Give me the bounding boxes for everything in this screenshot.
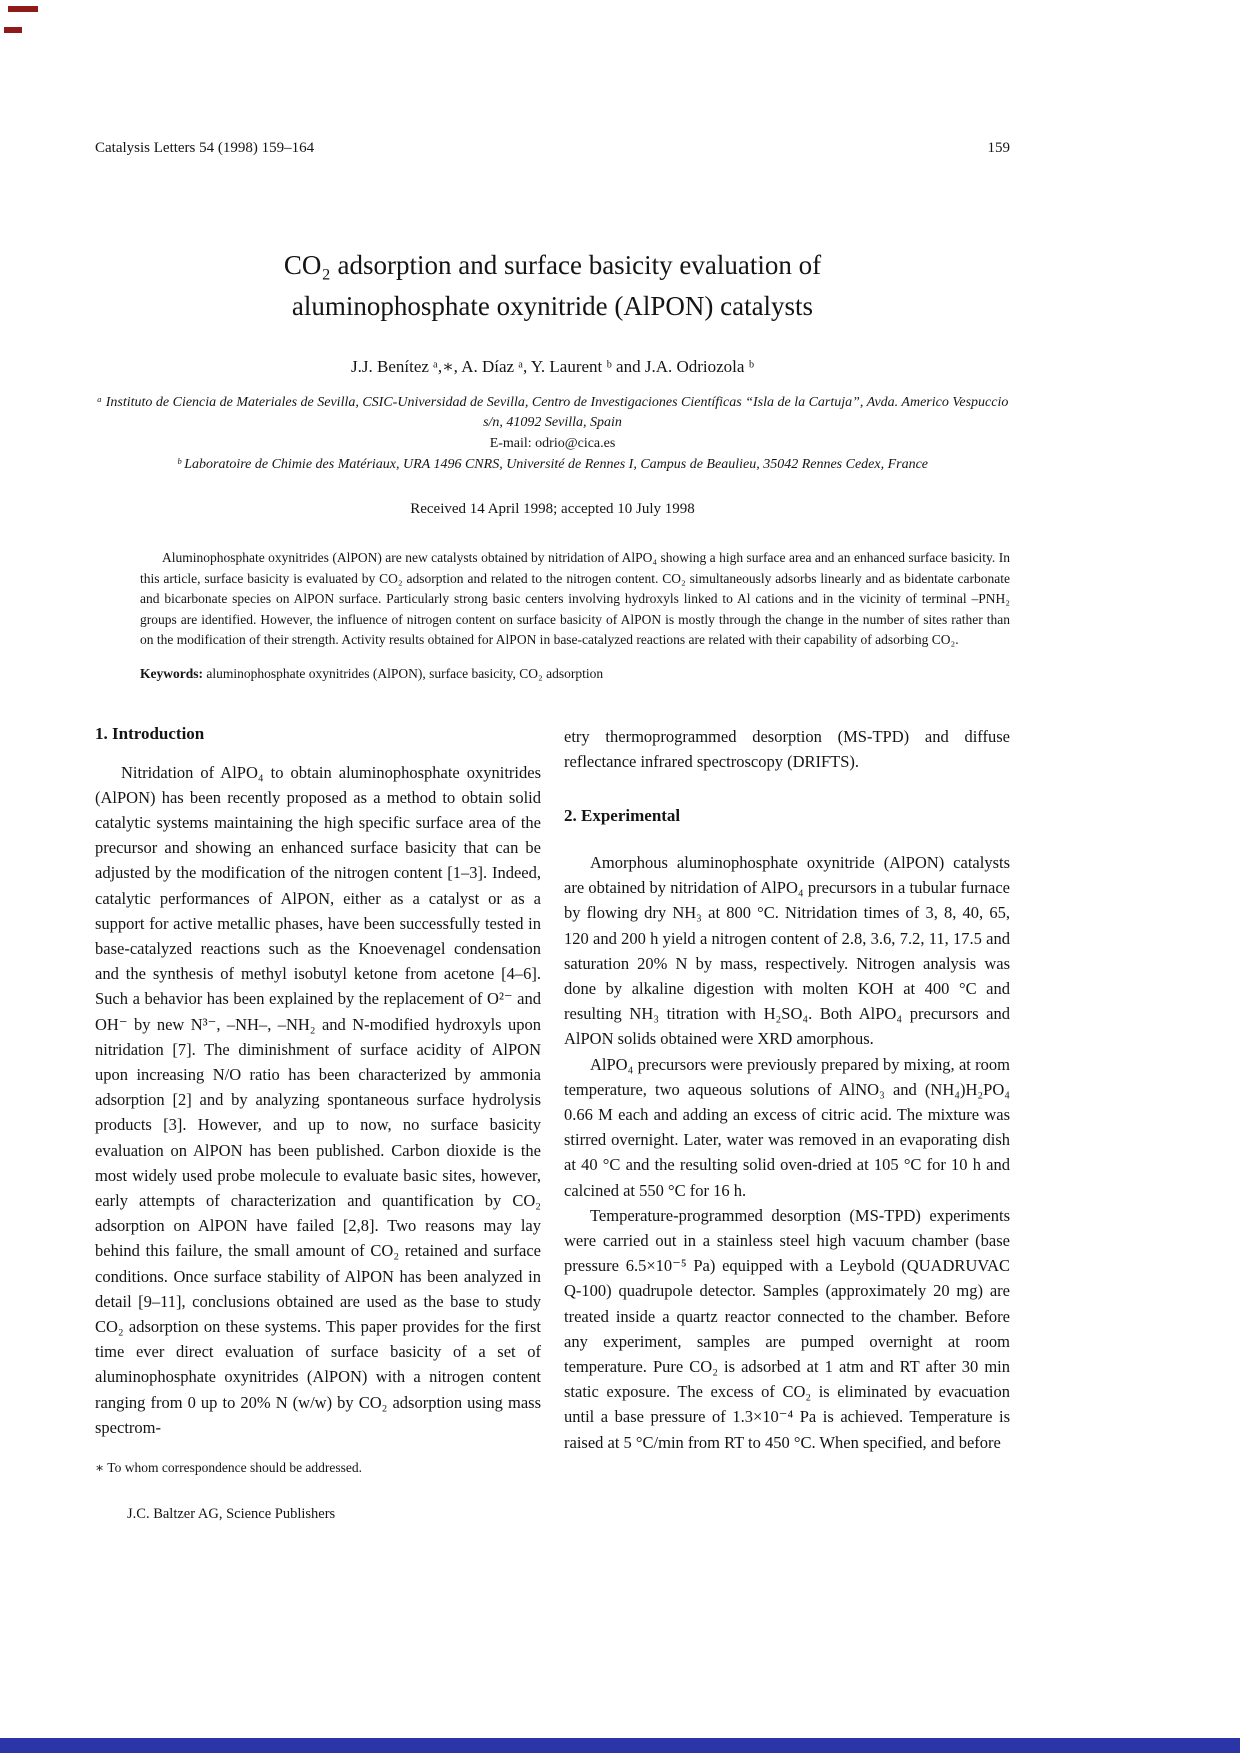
email-line: E-mail: odrio@cica.es xyxy=(489,436,616,451)
introduction-paragraph: Nitridation of AlPO₄ to obtain aluminophosphate oxynitrides (AlPON) has been recently proposed as a method to obtain solid catalytic systems maintaining the high specific surface area of the precursor and showing an enhanced surface basicity that can be adjusted by the modification of the nitrogen content [1–3]. Indeed, catalytic performances of AlPON, either as a catalyst or as a support for active metallic phases, have been successfully tested in base-catalyzed reactions such as the Knoevenagel condensation and the synthesis of methyl isobutyl ketone from acetone [4–6]. Such a behavior has been explained by the replacement of O²⁻ and OH⁻ by new N³⁻, –NH–, –NH₂ and N-modified hydroxyls upon nitridation [7]. The diminishment of surface acidity of AlPON upon increasing N/O ratio has been characterized by ammonia adsorption [2] and by analyzing spontaneous surface hydrolysis products [3]. However, and up to now, no surface basicity evaluation on AlPON has been published. Carbon dioxide is the most widely used probe molecule to evaluate basic sites, however, early attempts of characterization and quantification by CO₂ adsorption on AlPON have failed [2,8]. Two reasons may lay behind this failure, the small amount of CO₂ retained and surface conditions. Once surface stability of AlPON has been analyzed in detail [9–11], conclusions obtained are used as the base to study CO₂ adsorption on these systems. This paper provides for the first time ever direct evaluation of surface basicity of a set of aluminophosphate oxynitrides (AlPON) with a nitrogen content ranging from 0 up to 20% N (w/w) by CO₂ adsorption using mass spectrom- xyxy=(95,762,541,1437)
page-number: 159 xyxy=(987,140,1010,156)
window-bottom-bar xyxy=(0,1738,1240,1753)
affiliation-a: ᵃ Instituto de Ciencia de Materiales de Sevilla, CSIC-Universidad de Sevilla, Centro de Investigaciones Científicas “Isla de la Cartuja”, Avda. Americo Vespuccio s/n, 41092 Sevilla, Spain xyxy=(96,395,1009,430)
journal-citation: Catalysis Letters 54 (1998) 159–164 xyxy=(95,140,315,156)
section-heading-experimental: 2. Experimental xyxy=(564,805,681,825)
experimental-paragraph-2: AlPO₄ precursors were previously prepared by mixing, at room temperature, two aqueous solutions of AlNO₃ and (NH₄)H₂PO₄ 0.66 M each and adding an excess of citric acid. The mixture was stirred overnight. Later, water was removed in an evaporating dish at 40 °C and the resulting solid oven-dried at 105 °C for 10 h and calcined at 550 °C for 16 h. xyxy=(564,1054,1010,1200)
experimental-paragraph-1: Amorphous aluminophosphate oxynitride (AlPON) catalysts are obtained by nitridation of AlPO₄ precursors in a tubular furnace by flowing dry NH₃ at 800 °C. Nitridation times of 3, 8, 40, 65, 120 and 200 h yield a nitrogen content of 2.8, 3.6, 7.2, 11, 17.5 and saturation 20% N by mass, respectively. Nitrogen analysis was done by alkaline digestion with molten KOH at 400 °C and resulting NH₃ titration with H₂SO₄. Both AlPO₄ precursors and AlPON solids obtained were XRD amorphous. xyxy=(564,852,1010,1049)
page-content xyxy=(95,140,1010,1476)
keywords-text: aluminophosphate oxynitrides (AlPON), surface basicity, CO₂ adsorption xyxy=(206,665,604,681)
experimental-paragraph-3: Temperature-programmed desorption (MS-TPD) experiments were carried out in a stainless steel high vacuum chamber (base pressure 6.5×10⁻⁵ Pa) equipped with a Leybold (QUADRUVAC Q-100) quadrupole detector. Samples (approximately 20 mg) are treated inside a quartz reactor connected to the chamber. Before any experiment, samples are pumped overnight at room temperature. Pure CO₂ is adsorbed at 1 atm and RT after 30 min static exposure. The excess of CO₂ is eliminated by evacuation until a base pressure of 1.3×10⁻⁴ Pa is achieved. Temperature is raised at 5 °C/min from RT to 450 °C. When specified, and before xyxy=(564,1205,1010,1452)
section-heading-introduction: 1. Introduction xyxy=(95,723,205,743)
abstract-text: Aluminophosphate oxynitrides (AlPON) are new catalysts obtained by nitridation of AlPO₄ showing a high surface area and an enhanced surface basicity. In this article, surface basicity is evaluated by CO₂ adsorption and related to the nitrogen content. CO₂ simultaneously adsorbs linearly and as bidentate carbonate and bicarbonate species on AlPON surface. Particularly strong basic centers involving hydroxyls linked to Al cations and in the vicinity of terminal –PNH₂ groups are identified. However, the influence of nitrogen content on surface basicity of AlPON is mostly through the change in the number of sites rather than on the modification of their strength. Activity results obtained for AlPON in base-catalyzed reactions are related with their capability of adsorbing CO₂. xyxy=(140,550,1010,647)
two-column-body xyxy=(95,724,1010,1476)
affiliation-b: ᵇ Laboratoire de Chimie des Matériaux, URA 1496 CNRS, Université de Rennes I, Campus de Beaulieu, 35042 Rennes Cedex, France xyxy=(176,457,929,472)
publisher-line: J.C. Baltzer AG, Science Publishers xyxy=(127,1506,336,1522)
red-annotation-mark xyxy=(4,27,22,33)
keywords-label: Keywords: xyxy=(140,665,203,681)
intro-continuation-paragraph: etry thermoprogrammed desorption (MS-TPD) and diffuse reflectance infrared spectroscopy (DRIFTS). xyxy=(564,726,1010,771)
keywords-line xyxy=(140,666,1010,682)
journal-header xyxy=(95,140,1010,157)
affiliations-block xyxy=(95,393,1010,475)
red-annotation-mark xyxy=(8,6,38,12)
received-line: Received 14 April 1998; accepted 10 July 1998 xyxy=(410,501,695,517)
authors-line: J.J. Benítez ᵃ,∗, A. Díaz ᵃ, Y. Laurent ᵇ and J.A. Odriozola ᵇ xyxy=(351,357,754,376)
paper-title: CO₂ adsorption and surface basicity evaluation of aluminophosphate oxynitride (AlPON) catalysts xyxy=(283,250,822,321)
footnote-text: ∗ To whom correspondence should be addressed. xyxy=(95,1459,363,1475)
column-left xyxy=(95,724,541,1476)
column-right xyxy=(564,724,1010,1476)
